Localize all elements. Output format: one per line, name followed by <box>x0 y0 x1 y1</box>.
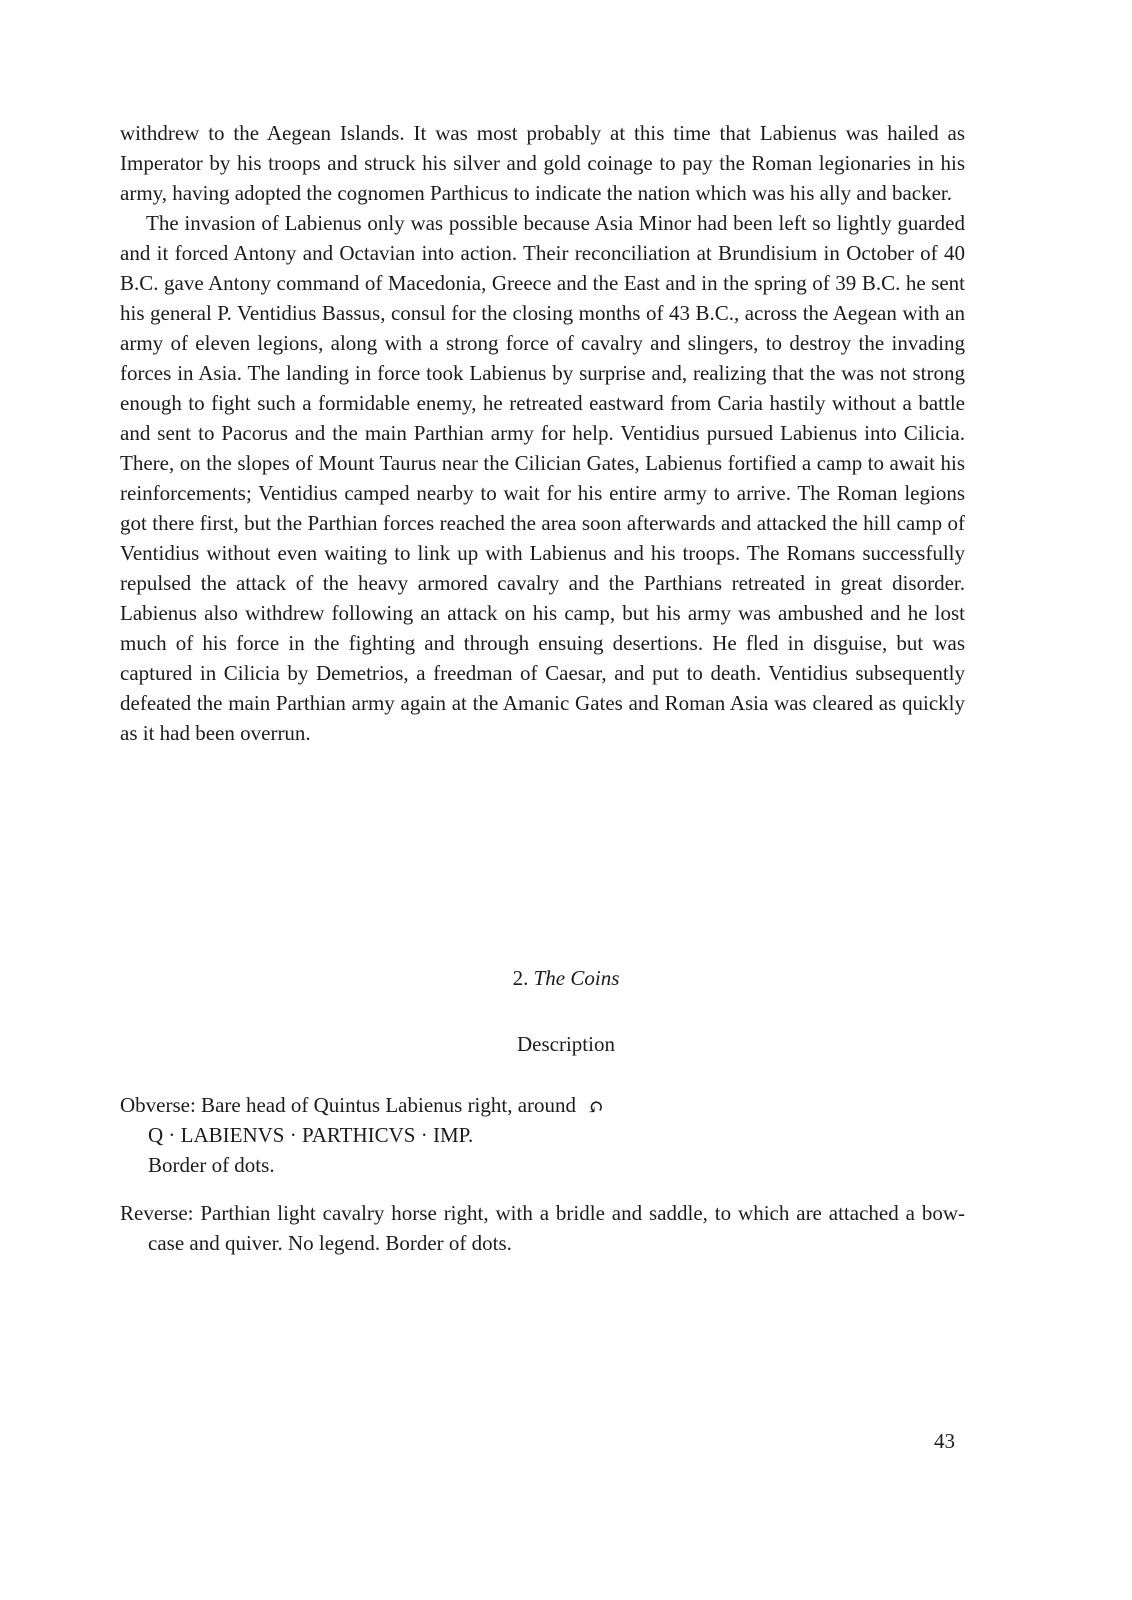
obverse-border: Border of dots. <box>148 1153 275 1177</box>
body-text <box>120 118 965 748</box>
section-number: 2. <box>512 966 529 990</box>
paragraph-1: withdrew to the Aegean Islands. It was most probably at this time that Labienus was hailed as Imperator by his troops and struck his silver and gold coinage to pay the Roman legionaries in his army, having adopted the cognomen Parthicus to indicate the nation which was his ally and backer. <box>120 121 965 205</box>
obverse-legend: Q · LABIENVS · PARTHICVS · IMP. <box>148 1123 474 1147</box>
paragraph-2: The invasion of Labienus only was possible because Asia Minor had been left so lightly guarded and it forced Antony and Octavian into action. Their reconciliation at Brundisium in October of 40 B.C. gave Antony command of Macedonia, Greece and the East and in the spring of 39 B.C. he sent his general P. Ventidius Bassus, consul for the closing months of 43 B.C., across the Aegean with an army of eleven legions, along with a strong force of cavalry and slingers, to destroy the invading forces in Asia. The landing in force took Labienus by surprise and, realizing that the was not strong enough to fight such a formidable enemy, he retreated eastward from Caria hastily without a battle and sent to Pacorus and the main Parthian army for help. Ventidius pursued Labienus into Cilicia. There, on the slopes of Mount Taurus near the Cilician Gates, Labienus fortified a camp to await his reinforcements; Ventidius camped nearby to wait for his entire army to arrive. The Roman legions got there first, but the Parthian forces reached the area soon afterwards and attacked the hill camp of Ventidius without even waiting to link up with Labienus and his troops. The Romans successfully repulsed the attack of the heavy armored cavalry and the Parthians retreated in great disorder. Labienus also withdrew following an attack on his camp, but his army was ambushed and he lost much of his force in the fighting and through ensuing desertions. He fled in disguise, but was captured in Cilicia by Demetrios, a freedman of Caesar, and put to death. Ventidius subsequently defeated the main Parthian army again at the Amanic Gates and Roman Asia was cleared as quickly as it had been overrun. <box>120 211 965 745</box>
section-heading <box>0 963 1132 993</box>
page-number: 43 <box>934 1429 955 1453</box>
counterclockwise-arrow-icon: ↺ <box>587 1095 605 1117</box>
obverse-text: Obverse: Bare head of Quintus Labienus right, around <box>120 1093 577 1117</box>
section-title: The Coins <box>533 966 620 990</box>
obverse-description <box>120 1090 965 1180</box>
obverse-line <box>120 1090 965 1120</box>
description-heading: Description <box>517 1032 615 1056</box>
reverse-description: Reverse: Parthian light cavalry horse right, with a bridle and saddle, to which are attached a bow-case and quiver. No legend. Border of dots. <box>120 1201 965 1255</box>
